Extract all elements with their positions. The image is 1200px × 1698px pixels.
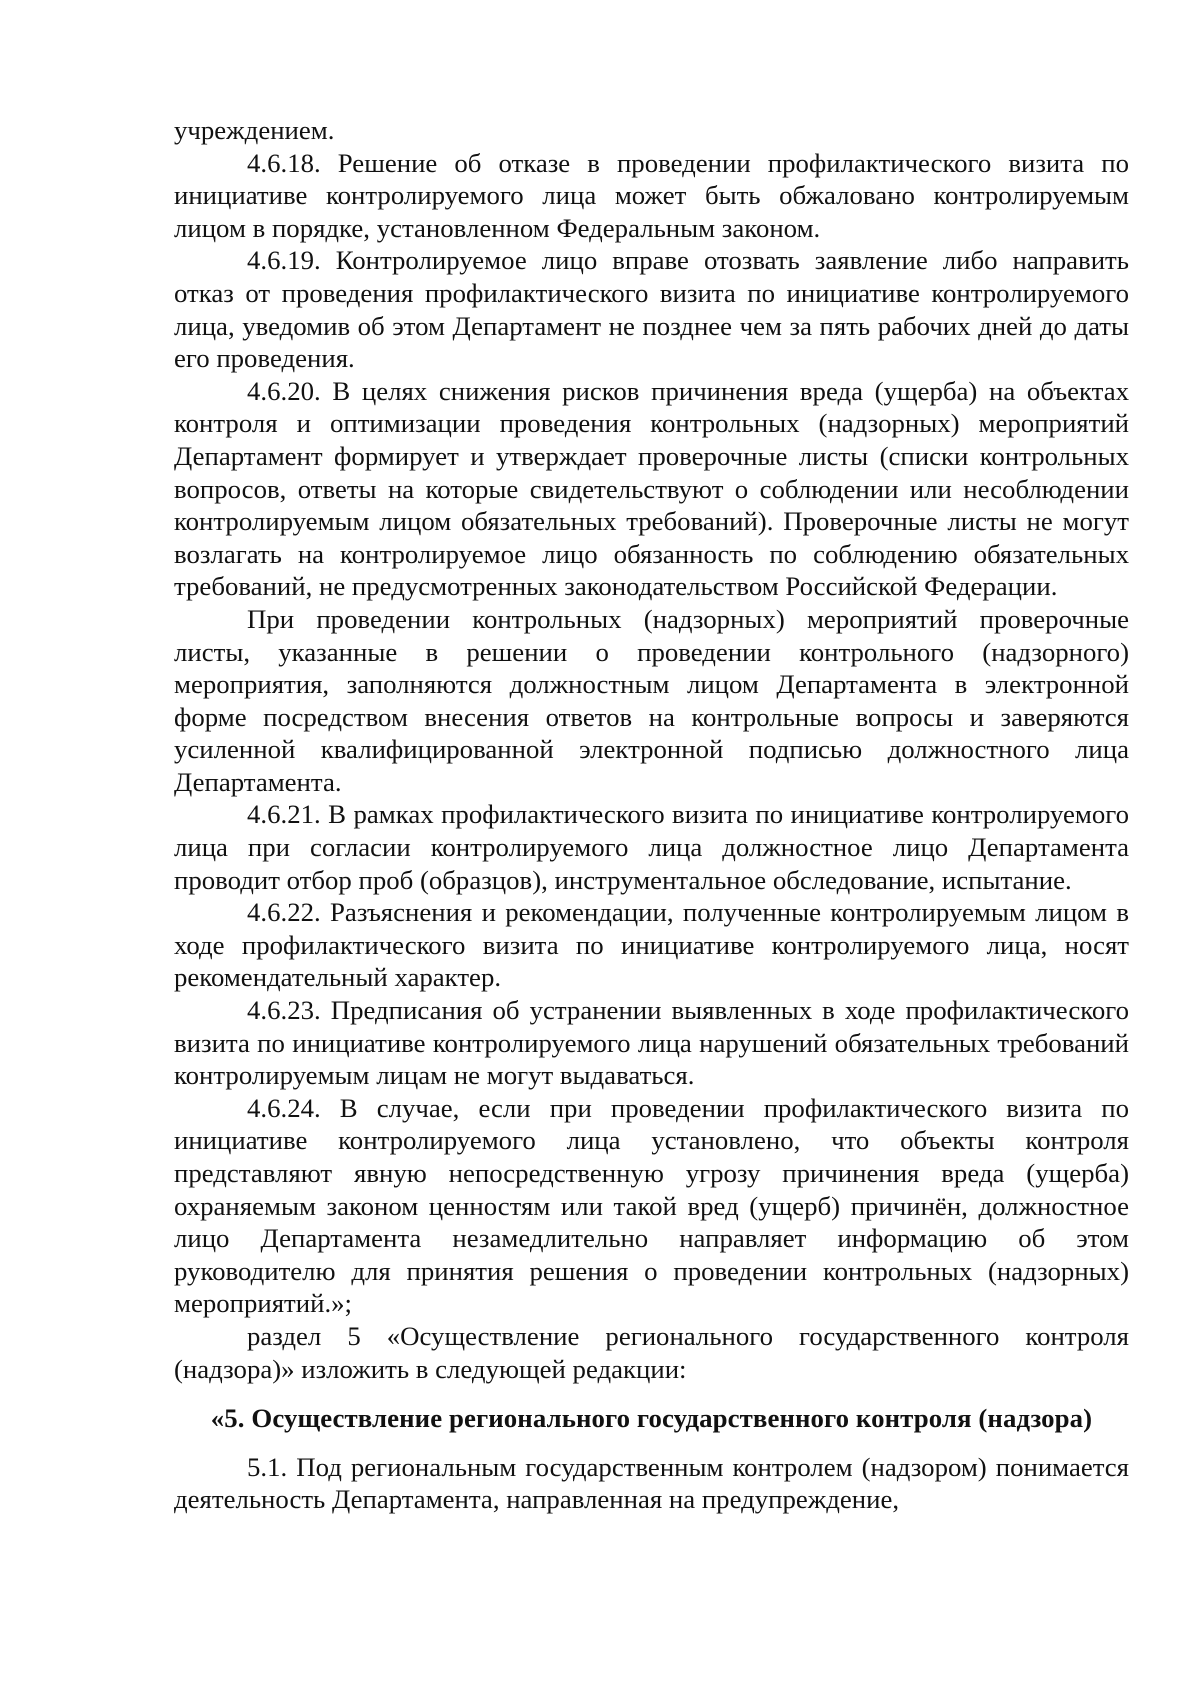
section-heading: «5. Осуществление регионального государственного контроля (надзора) [210, 1403, 1093, 1434]
paragraph-4-6-23: 4.6.23. Предписания об устранении выявленных в ходе профилактического визита по инициативе контролируемого лица нарушений обязательных требований контролируемым лицам не могут выдаваться. [174, 995, 1129, 1091]
paragraph-checklists: При проведении контрольных (надзорных) мероприятий проверочные листы, указанные в решении о проведении контрольного (надзорного) мероприятия, заполняются должностным лицом Департамента в электронной форме посредством внесения ответов на контрольные вопросы и заверяются усиленной квалифицированной электронной подписью должностного лица Департамента. [174, 603, 1129, 797]
paragraph-4-6-18: 4.6.18. Решение об отказе в проведении профилактического визита по инициативе контролируемого лица может быть обжаловано контролируемым лицом в порядке, установленном Федеральным законом. [174, 147, 1129, 243]
document-body [174, 114, 1129, 1516]
paragraph-continuation: учреждением. [174, 115, 335, 145]
paragraph-5-1: 5.1. Под региональным государственным контролем (надзором) понимается деятельность Департамента, направленная на предупреждение, [174, 1451, 1129, 1515]
paragraph-4-6-24: 4.6.24. В случае, если при проведении профилактического визита по инициативе контролируемого лица установлено, что объекты контроля представляют явную непосредственную угрозу причинения вреда (ущерба) охраняемым законом ценностям или такой вред (ущерб) причинён, должностное лицо Департамента незамедлительно направляет информацию об этом руководителю для принятия решения о проведении контрольных (надзорных) мероприятий.»; [174, 1092, 1129, 1319]
paragraph-section-5-intro: раздел 5 «Осуществление регионального государственного контроля (надзора)» изложить в следующей редакции: [174, 1320, 1129, 1384]
paragraph-4-6-21: 4.6.21. В рамках профилактического визита по инициативе контролируемого лица при согласии контролируемого лица должностное лицо Департамента проводит отбор проб (образцов), инструментальное обследование, испытание. [174, 799, 1129, 895]
paragraph-4-6-22: 4.6.22. Разъяснения и рекомендации, полученные контролируемым лицом в ходе профилактического визита по инициативе контролируемого лица, носят рекомендательный характер. [174, 897, 1129, 993]
paragraph-4-6-20: 4.6.20. В целях снижения рисков причинения вреда (ущерба) на объектах контроля и оптимизации проведения контрольных (надзорных) мероприятий Департамент формирует и утверждает проверочные листы (списки контрольных вопросов, ответы на которые свидетельствуют о соблюдении или несоблюдении контролируемым лицом обязательных требований). Проверочные листы не могут возлагать на контролируемое лицо обязанность по соблюдению обязательных требований, не предусмотренных законодательством Российской Федерации. [174, 375, 1129, 602]
paragraph-4-6-19: 4.6.19. Контролируемое лицо вправе отозвать заявление либо направить отказ от проведения профилактического визита по инициативе контролируемого лица, уведомив об этом Департамент не позднее чем за пять рабочих дней до даты его проведения. [174, 245, 1129, 374]
